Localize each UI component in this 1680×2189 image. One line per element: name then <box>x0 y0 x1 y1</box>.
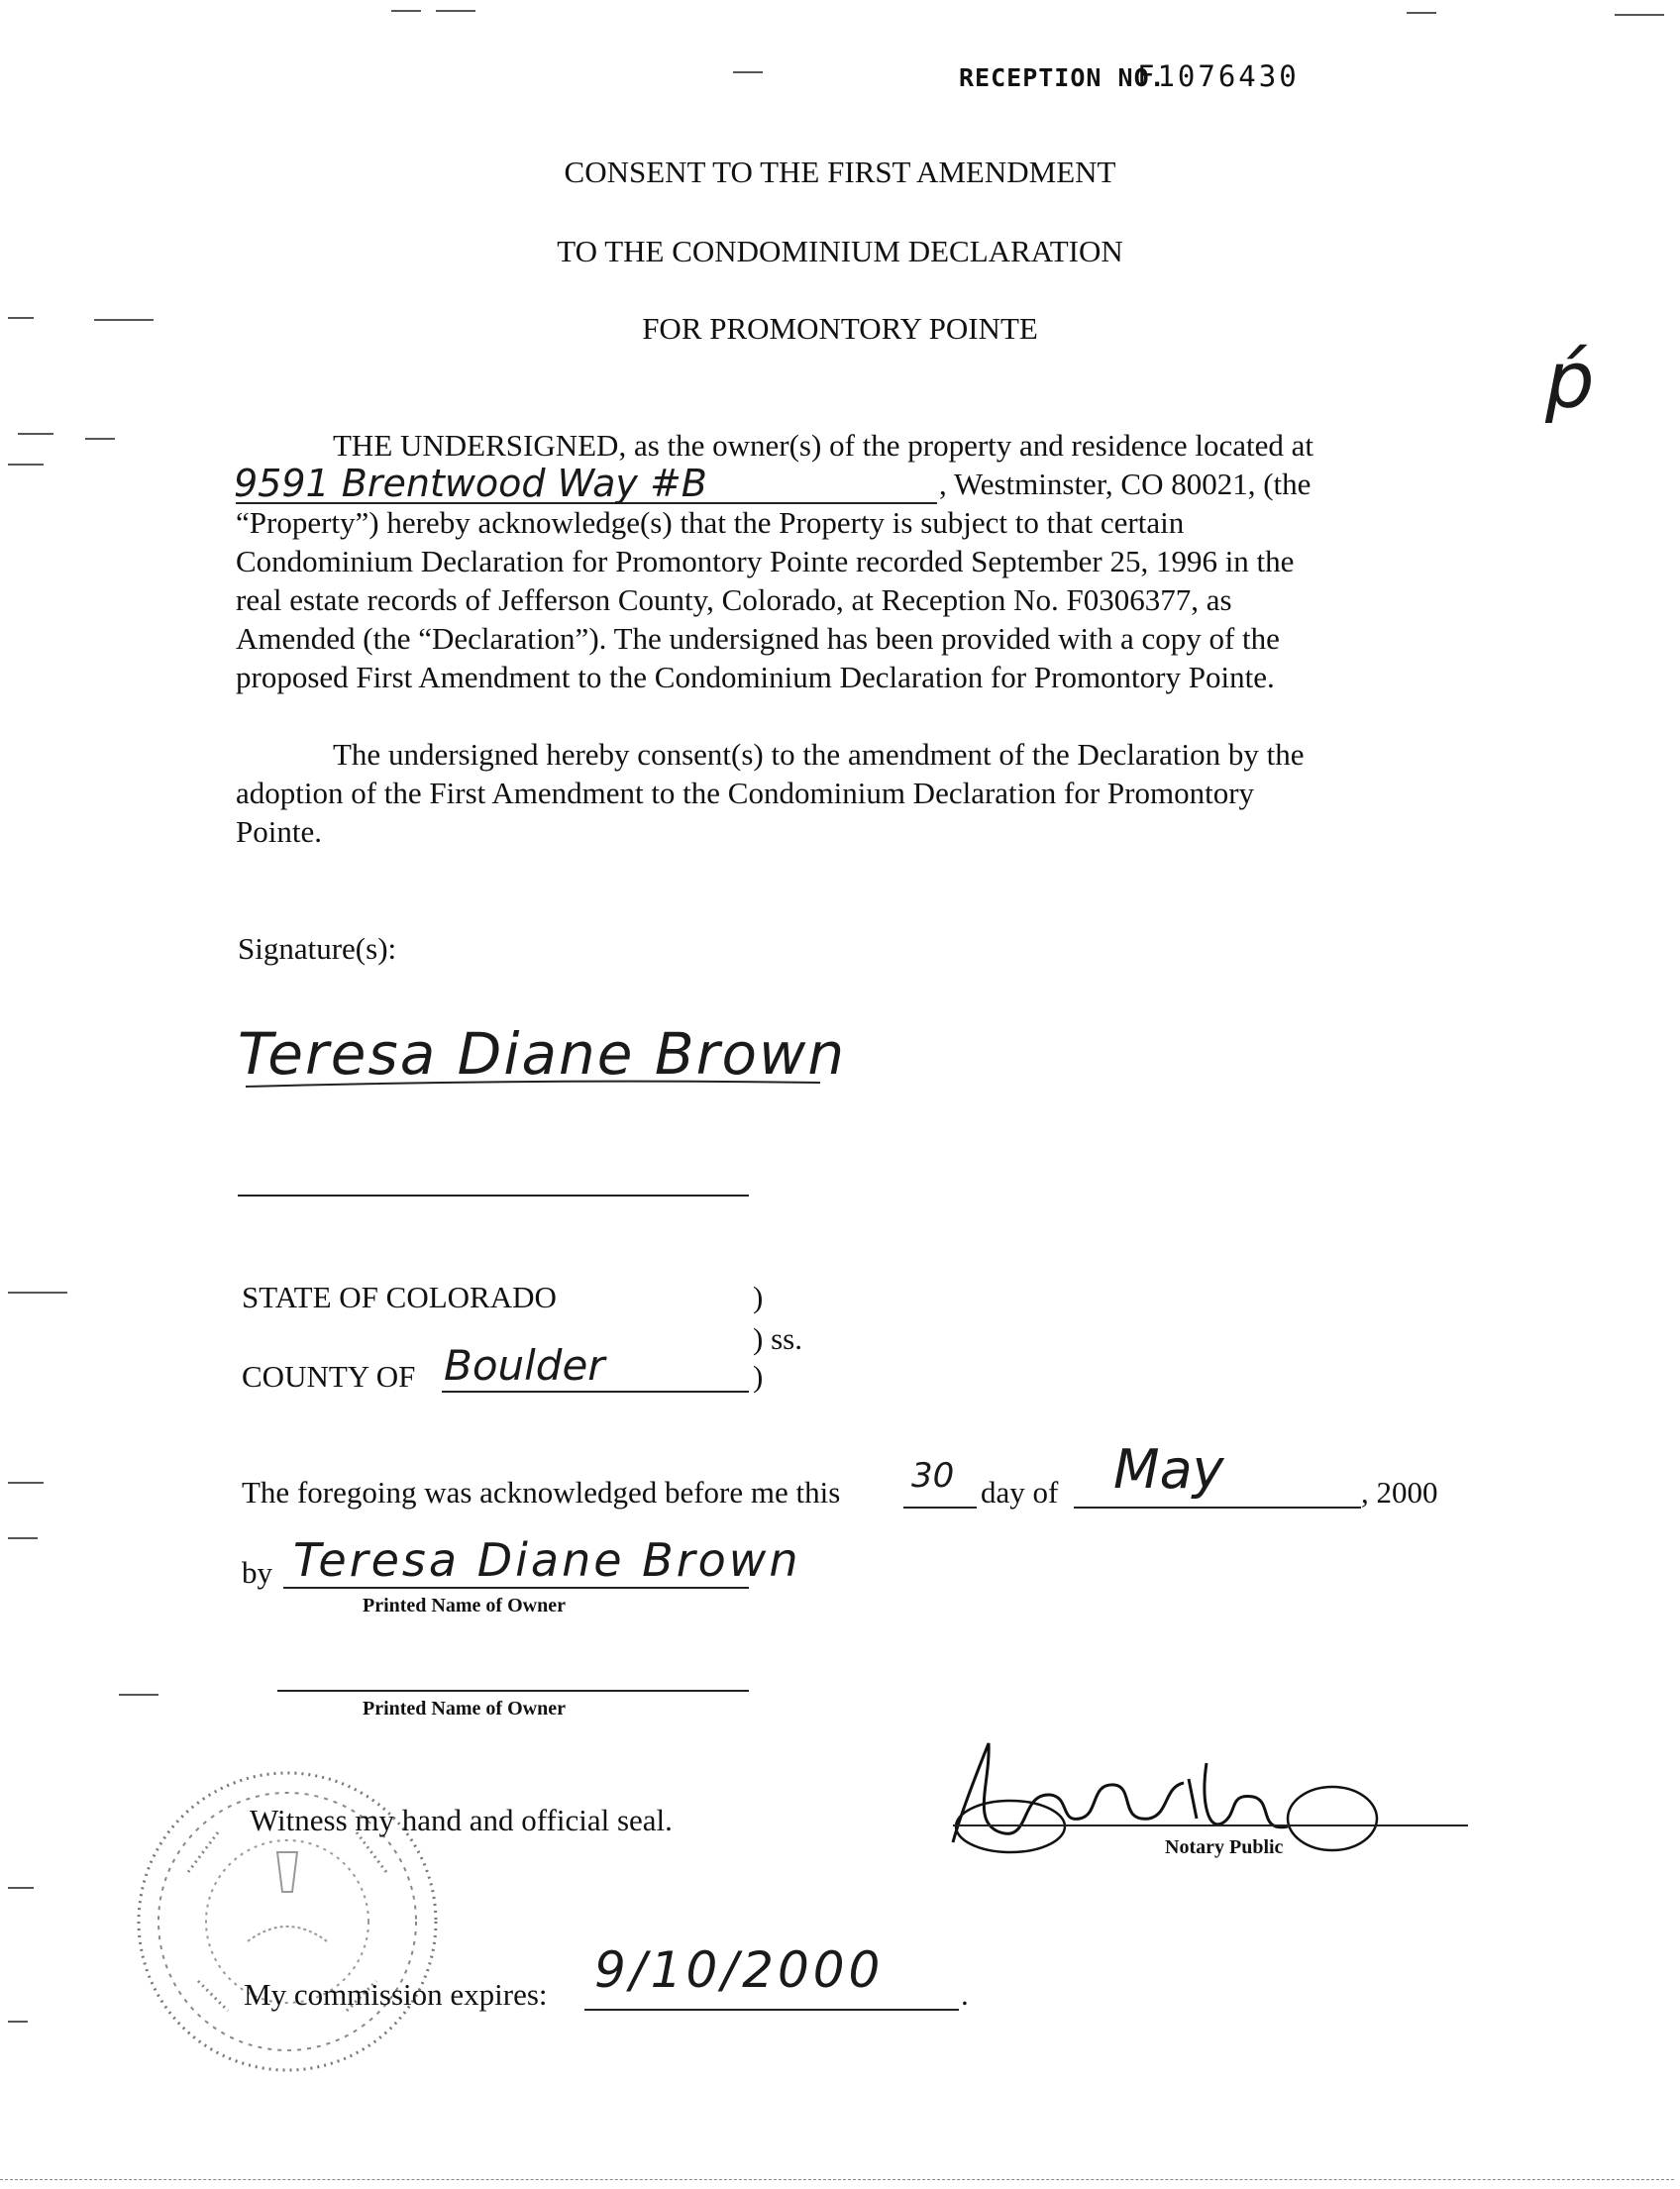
address-handwritten: 9591 Brentwood Way #B <box>234 462 707 505</box>
venue-paren-1: ) <box>753 1280 764 1314</box>
day-line <box>903 1507 977 1509</box>
venue-ss: ) ss. <box>753 1321 802 1356</box>
commission-date-line <box>584 2009 959 2011</box>
para2-line2: adoption of the First Amendment to the Condominium Declaration for Promontory <box>236 776 1255 810</box>
by-label: by <box>242 1555 272 1590</box>
commission-label: My commission expires: <box>244 1977 548 2012</box>
county-line <box>442 1391 749 1393</box>
acknowledgment-month: May <box>1113 1438 1224 1501</box>
para1-line6: Amended (the “Declaration”). The undersigned has been provided with a copy of the <box>236 621 1280 656</box>
by-name-handwritten: Teresa Diane Brown <box>293 1533 801 1587</box>
venue-paren-3: ) <box>753 1359 764 1394</box>
state-label: STATE OF COLORADO <box>242 1280 557 1314</box>
printed-name-label-1: Printed Name of Owner <box>363 1595 566 1616</box>
para1-lead: THE UNDERSIGNED, as the owner(s) of the property and residence located at <box>333 428 1313 463</box>
margin-initial-mark: ṕ <box>1545 337 1595 426</box>
scan-bottom-edge <box>0 2179 1674 2180</box>
county-handwritten: Boulder <box>444 1341 605 1390</box>
para1-line5: real estate records of Jefferson County, Colorado, at Reception No. F0306377, as <box>236 582 1232 617</box>
commission-period: . <box>961 1977 969 2012</box>
county-label: COUNTY OF <box>242 1359 416 1394</box>
acknowledgment-year: , 2000 <box>1361 1475 1438 1510</box>
reception-label: RECEPTION NO. <box>959 63 1166 92</box>
para1-line3: “Property”) hereby acknowledge(s) that the Property is subject to that certain <box>236 505 1185 540</box>
owner-signature: Teresa Diane Brown <box>238 1020 847 1088</box>
month-line <box>1074 1507 1361 1509</box>
by-name-line <box>283 1587 749 1589</box>
acknowledgment-day: 30 <box>911 1456 955 1496</box>
title-line-2: TO THE CONDOMINIUM DECLARATION <box>557 234 1123 268</box>
address-suffix: , Westminster, CO 80021, (the <box>939 467 1312 501</box>
witness-statement: Witness my hand and official seal. <box>250 1803 673 1837</box>
reception-number: F1076430 <box>1137 59 1300 93</box>
para1-line4: Condominium Declaration for Promontory Pointe recorded September 25, 1996 in the <box>236 544 1295 578</box>
commission-date-handwritten: 9/10/2000 <box>594 1941 885 1999</box>
para2-line1: The undersigned hereby consent(s) to the amendment of the Declaration by the <box>333 737 1305 772</box>
printed-name-line-2 <box>277 1690 749 1692</box>
notary-public-label: Notary Public <box>1165 1836 1284 1858</box>
title-line-3: FOR PROMONTORY POINTE <box>642 311 1038 346</box>
notary-line <box>953 1824 1468 1826</box>
signatures-label: Signature(s): <box>238 931 397 966</box>
para2-line3: Pointe. <box>236 814 322 849</box>
second-signature-line <box>238 1195 749 1197</box>
signature-underline <box>236 1075 830 1094</box>
printed-name-label-2: Printed Name of Owner <box>363 1698 566 1720</box>
acknowledgment-prefix: The foregoing was acknowledged before me this <box>242 1475 841 1510</box>
title-line-1: CONSENT TO THE FIRST AMENDMENT <box>564 155 1116 189</box>
acknowledgment-day-label: day of <box>981 1475 1059 1510</box>
para1-line7: proposed First Amendment to the Condominium Declaration for Promontory Pointe. <box>236 660 1275 694</box>
notary-signature <box>941 1723 1387 1862</box>
